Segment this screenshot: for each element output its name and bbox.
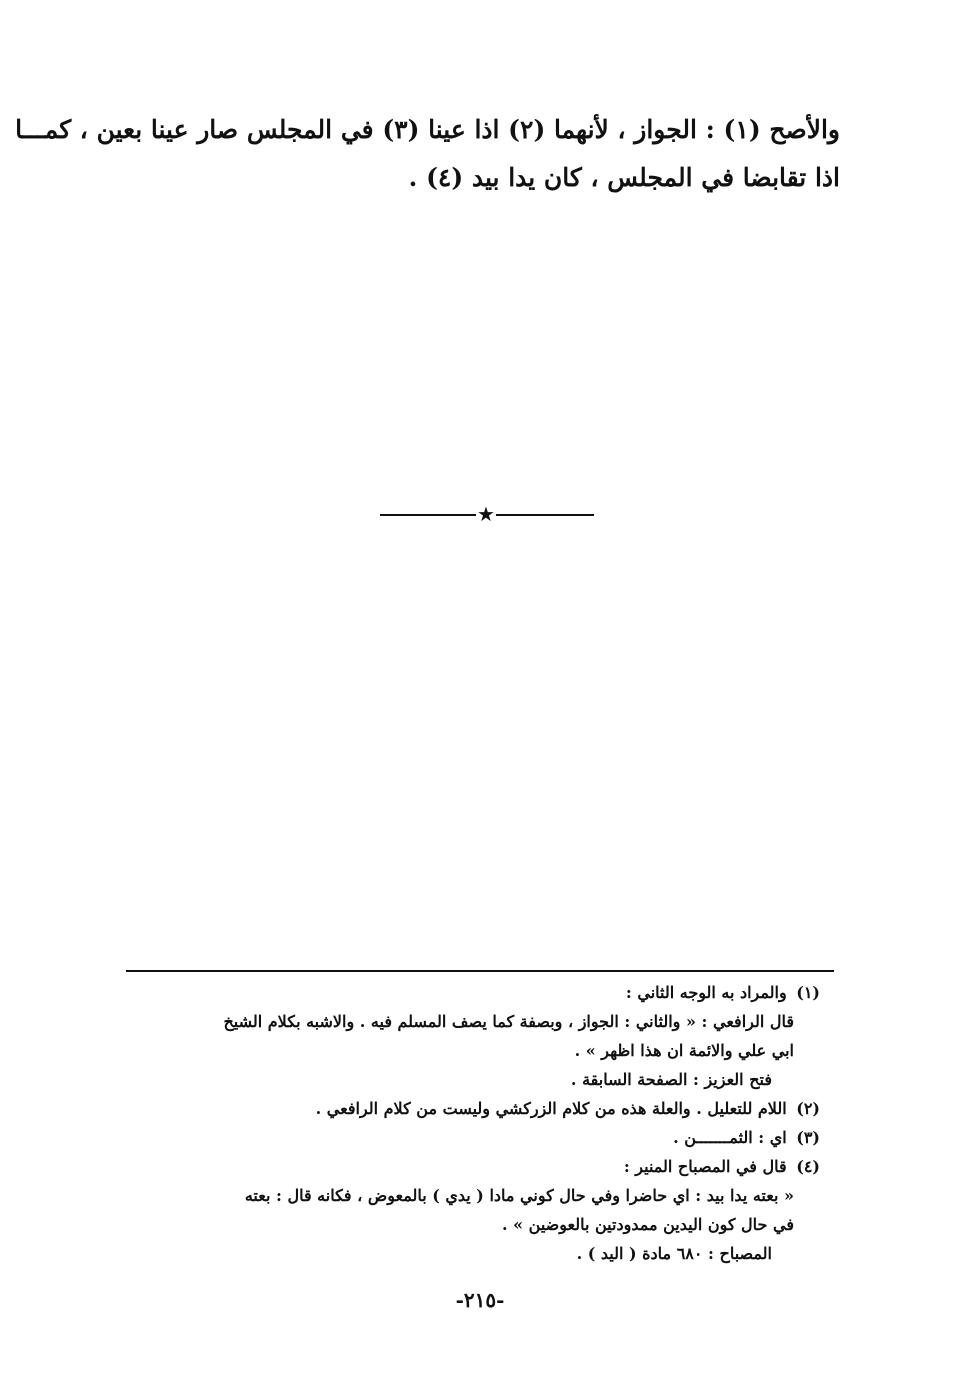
separator-line-right [496,514,594,516]
footnote-number: (١) [796,983,820,1002]
footnote-number: (٢) [796,1099,820,1118]
footnote-4-line-1: قال في المصباح المنير : [623,1157,787,1176]
footnote-4-line-2: « بعته يدا بيد : اي حاضرا وفي حال كوني مادا ( يدي ) بالمعوض ، فكانه قال : بعته [244,1186,794,1205]
footnote-2-line-1: اللام للتعليل . والعلة هذه من كلام الزركشي وليست من كلام الرافعي . [315,1099,787,1118]
footnote-1-line-4: فتح العزيز : الصفحة السابقة . [570,1070,772,1089]
main-text-line-1: والأصح (١) : الجواز ، لأنهما (٢) اذا عينا (٣) في المجلس صار عينا بعين ، كمـــا [15,115,840,144]
footnote-2 [120,1094,820,1123]
footnote-1 [120,978,820,1007]
footnote-divider [126,970,834,972]
footnote-number: (٤) [796,1157,820,1176]
footnote-1-line-1: والمراد به الوجه الثاني : [625,983,787,1002]
main-text-line-2: اذا تقابضا في المجلس ، كان يدا بيد (٤) . [408,163,840,192]
footnotes [120,978,820,1268]
footnote-number: (٣) [796,1128,820,1147]
footnote-3-line-1: اي : الثمـــــــن . [673,1128,787,1147]
page-number: -٢١٥- [455,1288,505,1312]
footnote-4-line-3: في حال كون اليدين ممدودتين بالعوضين » . [501,1215,794,1234]
footnote-4-line-4: المصباح : ٦٨٠ مادة ( اليد ) . [576,1244,772,1263]
separator-line-left [380,514,476,516]
section-separator [380,502,594,526]
star-icon: ★ [477,502,495,526]
footnote-4 [120,1152,820,1181]
main-text [15,106,840,202]
footnote-1-line-2: قال الرافعي : « والثاني : الجواز ، وبصفة كما يصف المسلم فيه . والاشبه بكلام الشيخ [223,1012,794,1031]
footnote-1-line-3: ابي علي والائمة ان هذا اظهر » . [574,1041,794,1060]
footnote-3 [120,1123,820,1152]
